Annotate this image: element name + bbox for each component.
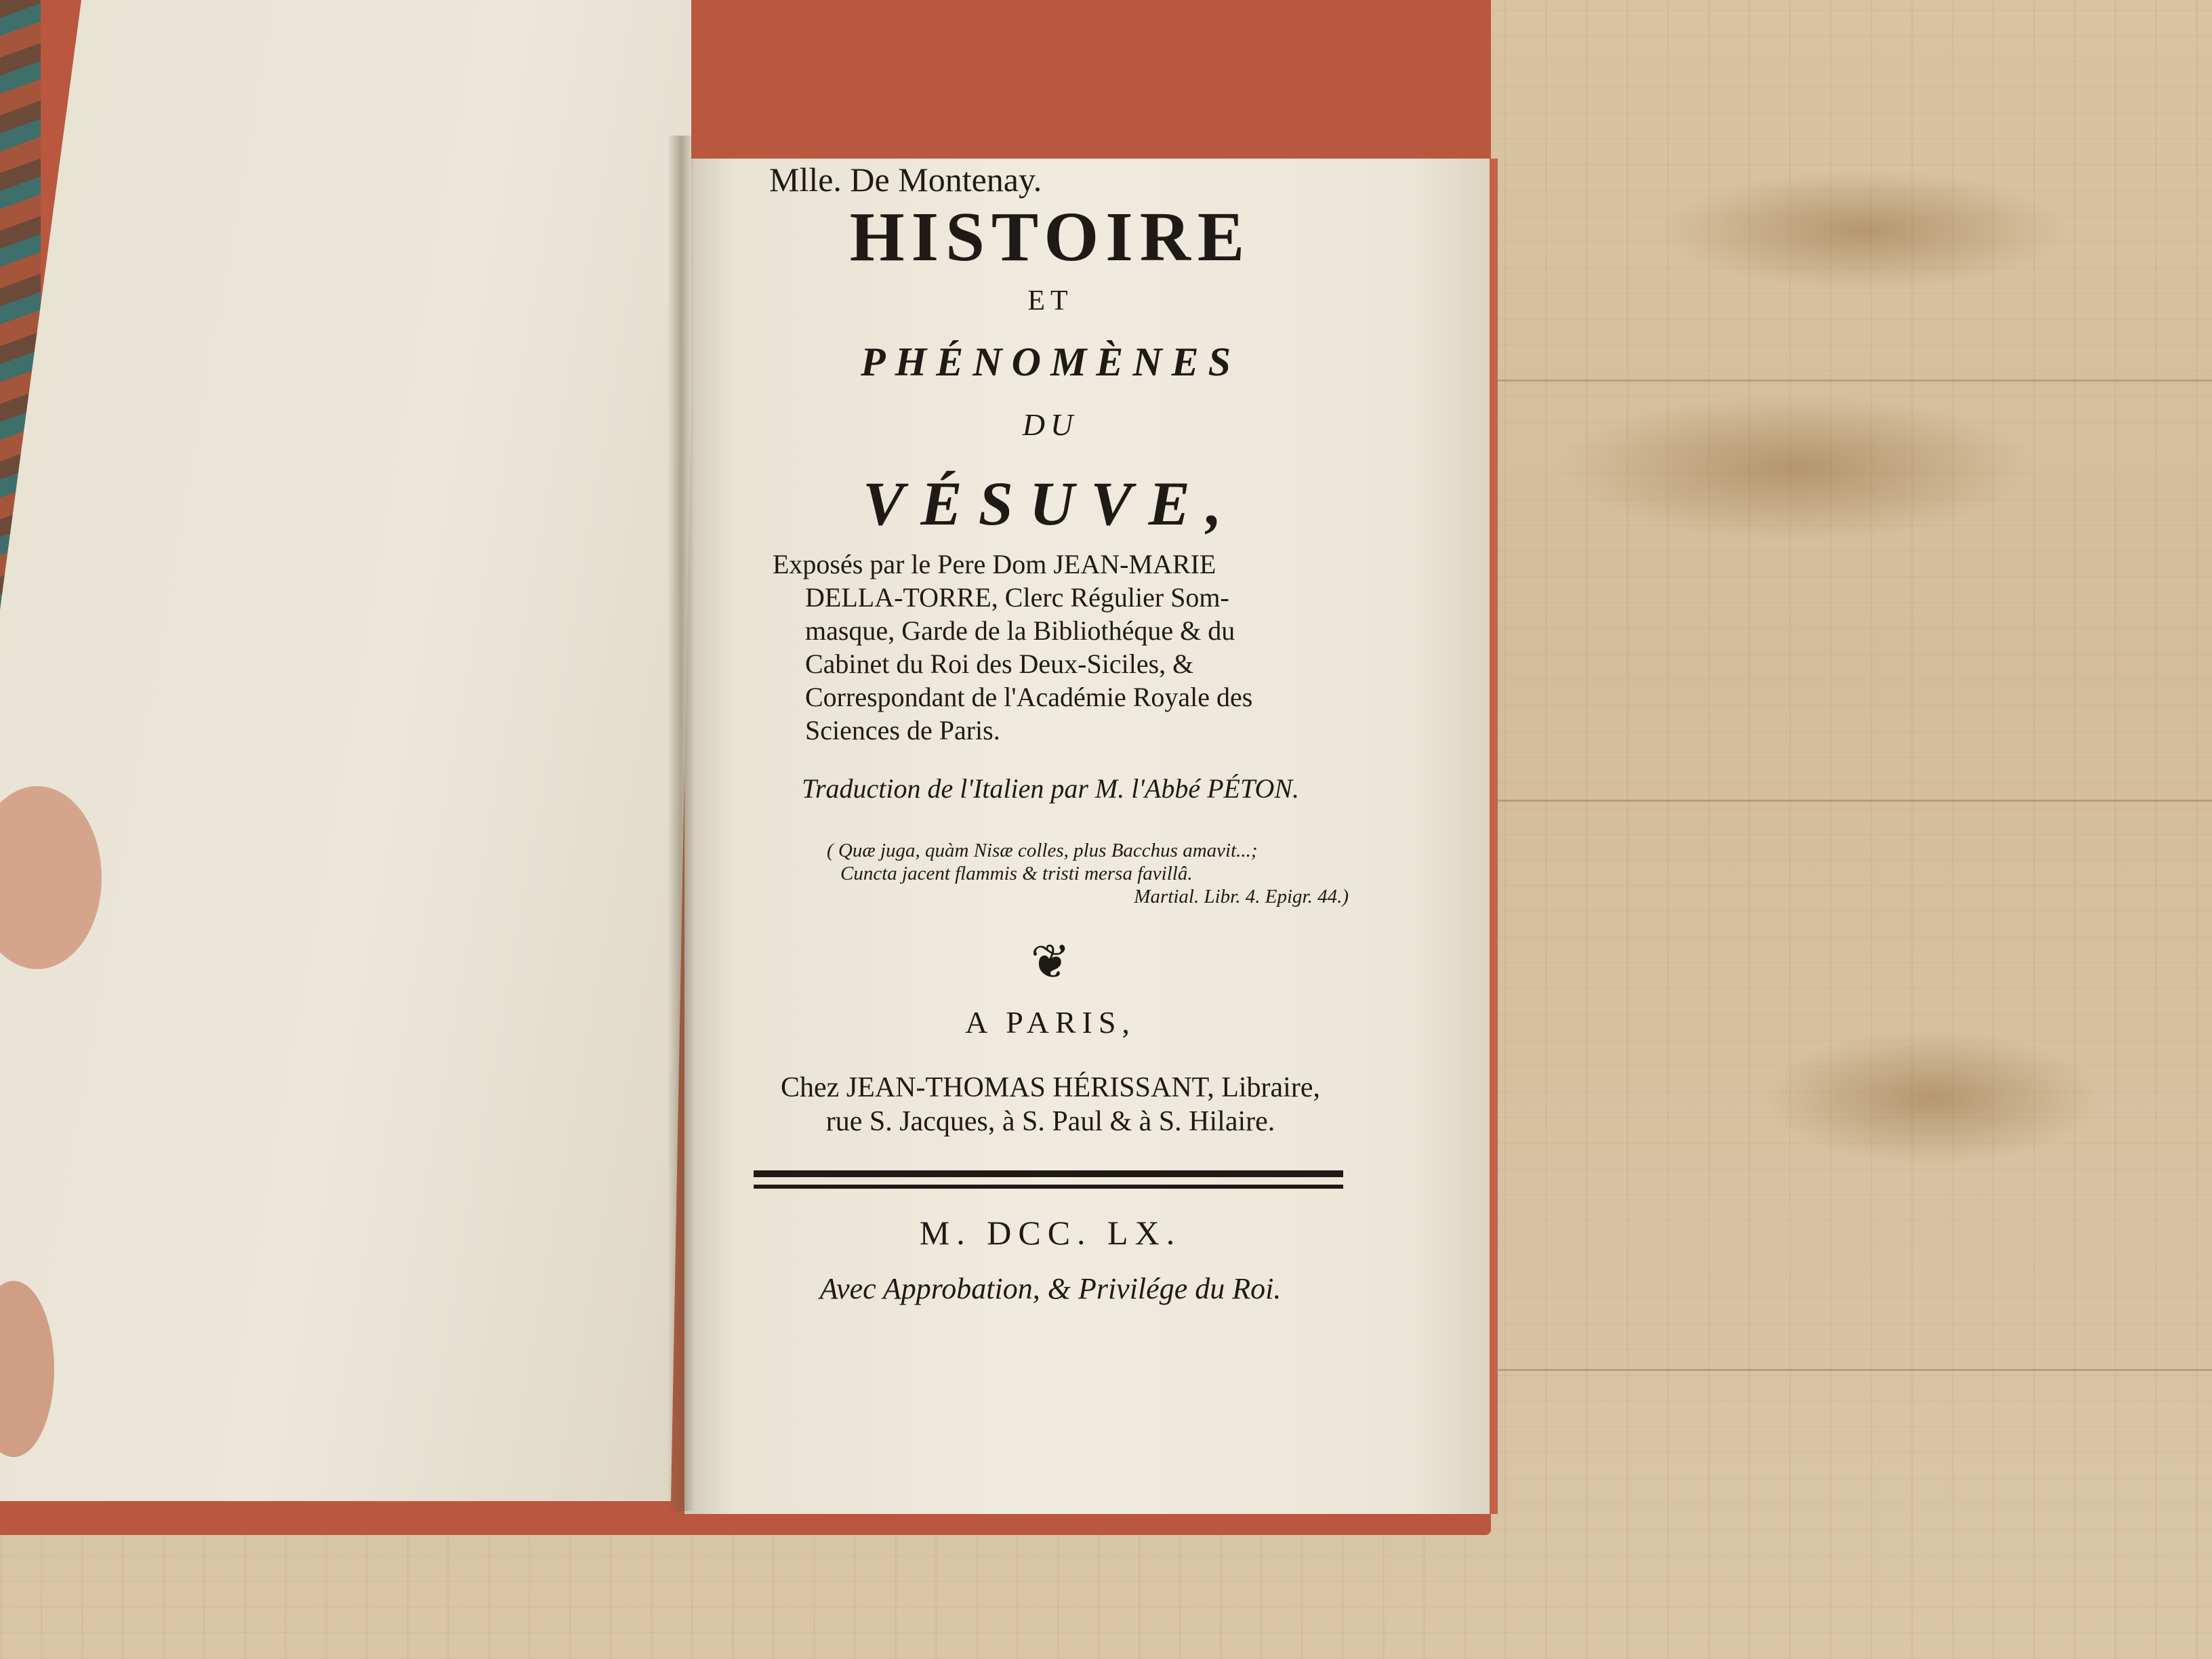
title-histoire: HISTOIRE xyxy=(849,198,1252,276)
wood-grain xyxy=(1762,1030,2101,1166)
book-gutter xyxy=(668,136,695,1511)
translation-credit: Traduction de l'Italien par M. l'Abbé PÉTON. xyxy=(801,773,1300,804)
text-line: Correspondant de l'Académie Royale des xyxy=(805,682,1253,712)
epigraph xyxy=(827,839,1349,908)
wood-grain xyxy=(1559,393,2033,542)
fleuron-ornament-icon: ❦ xyxy=(1030,934,1071,989)
epigraph-line: ( Quæ juga, quàm Nisæ colles, plus Bacchus amavit...; xyxy=(827,840,1258,861)
double-rule xyxy=(754,1185,1343,1189)
royal-privilege: Avec Approbation, & Privilége du Roi. xyxy=(819,1272,1282,1305)
blank-flyleaf xyxy=(0,0,691,1501)
author-description xyxy=(773,548,1355,747)
text-line: Cabinet du Roi des Deux-Siciles, & xyxy=(805,649,1194,679)
epigraph-line: Cuncta jacent flammis & tristi mersa favillâ. xyxy=(840,863,1193,884)
publisher-line: Chez JEAN-THOMAS HÉRISSANT, Libraire, xyxy=(781,1072,1320,1103)
owner-inscription: Mlle. De Montenay. xyxy=(769,161,1042,199)
title-phenomenes: PHÉNOMÈNES xyxy=(860,340,1241,384)
wood-grain xyxy=(1660,169,2067,291)
imprint-year: M. DCC. LX. xyxy=(919,1214,1182,1252)
title-vesuve: VÉSUVE, xyxy=(862,469,1239,538)
publisher-line: rue S. Jacques, à S. Paul & à S. Hilaire. xyxy=(825,1106,1275,1137)
text-line: DELLA-TORRE, Clerc Régulier Som- xyxy=(805,582,1229,613)
text-line: Sciences de Paris. xyxy=(805,715,1000,745)
imprint-publisher xyxy=(745,1071,1355,1139)
title-du: DU xyxy=(1022,407,1079,442)
text-line: Exposés par le Pere Dom JEAN-MARIE xyxy=(773,549,1216,579)
double-rule xyxy=(754,1170,1343,1177)
title-et: ET xyxy=(1027,285,1073,316)
epigraph-attribution: Martial. Libr. 4. Epigr. 44.) xyxy=(1134,886,1349,907)
text-line: masque, Garde de la Bibliothéque & du xyxy=(805,615,1235,646)
imprint-place: A PARIS, xyxy=(965,1005,1136,1040)
